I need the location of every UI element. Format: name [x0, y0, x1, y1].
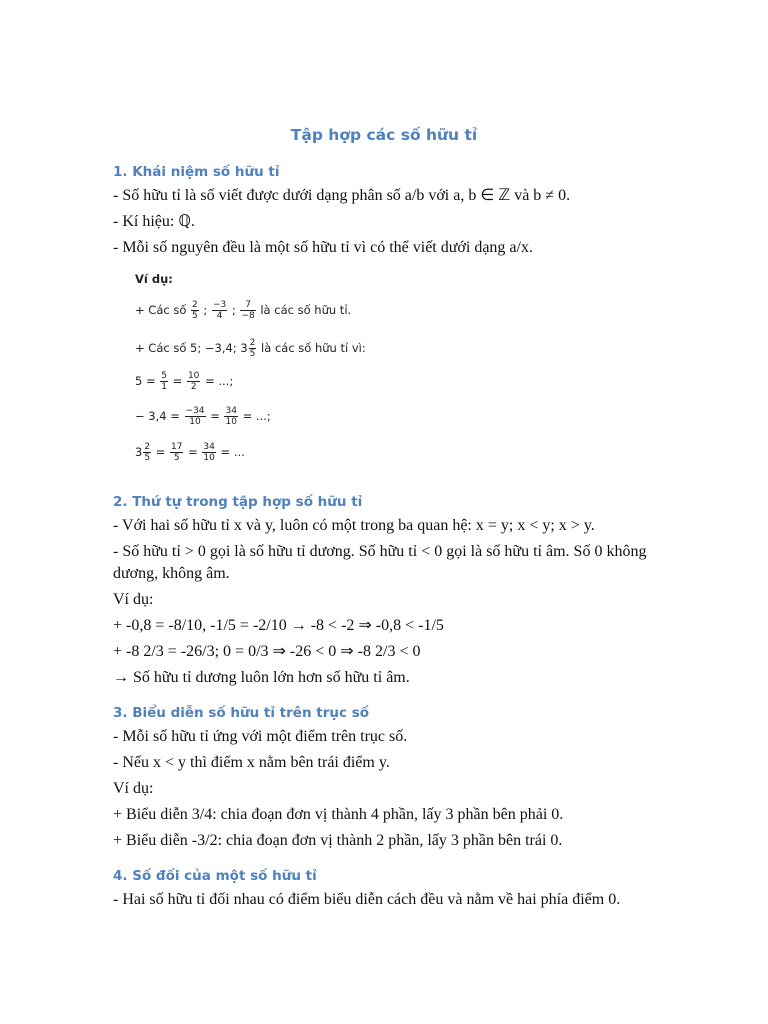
- s3-line-5: + Biểu diễn -3/2: chia đoạn đơn vị thành 2 phần, lấy 3 phần bên trái 0.: [113, 832, 563, 849]
- fraction: [240, 300, 255, 321]
- denominator: 10: [225, 417, 237, 427]
- example-line-1: [135, 300, 351, 321]
- page-title: Tập hợp các số hữu tỉ: [290, 126, 478, 144]
- s2-line-5: + -8 2/3 = -26/3; 0 = 0/3 ⇒ -26 < 0 ⇒ -8 2/3 < 0: [113, 643, 421, 660]
- s1-line-1: - Số hữu tỉ là số viết được dưới dạng phân số a/b với a, b ∈ ℤ và b ≠ 0.: [113, 187, 571, 204]
- s3-line-2: - Nếu x < y thì điểm x nằm bên trái điểm y.: [113, 754, 390, 771]
- example-line-3: [135, 371, 233, 392]
- denominator: 10: [203, 453, 215, 463]
- ex3-c: = ...;: [205, 374, 234, 388]
- ex5-b: =: [155, 445, 166, 459]
- denominator: 5: [144, 453, 151, 463]
- ex5-d: = ...: [220, 445, 245, 459]
- fraction: [187, 371, 200, 392]
- example-line-5: [135, 442, 245, 463]
- s2-line-2: - Số hữu tỉ > 0 gọi là số hữu tỉ dương. Số hữu tỉ < 0 gọi là số hữu tỉ âm. Số 0 không dương, không âm.: [113, 543, 647, 582]
- fraction: [160, 371, 168, 392]
- denominator: 2: [190, 382, 197, 392]
- ex1-sep-1: ;: [203, 303, 208, 317]
- ex1-sep-2: ;: [231, 303, 236, 317]
- s3-line-1: - Mỗi số hữu tỉ ứng với một điểm trên trục số.: [113, 728, 408, 745]
- ex1-post: là các số hữu tỉ.: [260, 303, 352, 317]
- s1-line-3: - Mỗi số nguyên đều là một số hữu tỉ vì có thể viết dưới dạng a/x.: [113, 239, 533, 256]
- fraction: [249, 338, 257, 359]
- s3-line-3: Ví dụ:: [113, 780, 154, 797]
- example-line-4: [135, 406, 271, 427]
- fraction: [191, 300, 199, 321]
- numerator: −34: [185, 406, 205, 416]
- ex1-pre: + Các số: [135, 303, 187, 317]
- numerator: 2: [249, 338, 256, 348]
- numerator: 5: [161, 371, 167, 381]
- fraction: [212, 300, 227, 321]
- numerator: 34: [203, 442, 215, 452]
- ex5-a: 3: [135, 445, 143, 459]
- fraction: [170, 442, 183, 463]
- ex2-pre: + Các số 5; −3,4; 3: [135, 341, 248, 355]
- ex3-b: =: [172, 374, 183, 388]
- denominator: 5: [192, 311, 198, 321]
- example-label: Ví dụ:: [135, 272, 173, 286]
- ex4-b: =: [210, 409, 220, 423]
- section-4-heading: 4. Số đối của một số hữu tỉ: [113, 868, 317, 884]
- s1-line-2: - Kí hiệu: ℚ.: [113, 213, 195, 230]
- numerator: 34: [225, 406, 237, 416]
- numerator: 17: [171, 442, 183, 452]
- ex3-a: 5 =: [135, 374, 156, 388]
- numerator: 2: [144, 442, 151, 452]
- section-3-heading: 3. Biểu diễn số hữu tỉ trên trục số: [113, 705, 369, 721]
- s2-line-1: - Với hai số hữu tỉ x và y, luôn có một trong ba quan hệ: x = y; x < y; x > y.: [113, 517, 595, 534]
- ex5-c: =: [188, 445, 198, 459]
- denominator: 5: [249, 349, 256, 359]
- ex4-a: − 3,4 =: [135, 409, 180, 423]
- denominator: 10: [189, 417, 201, 427]
- ex4-c: = ...;: [242, 409, 271, 423]
- numerator: 10: [187, 371, 200, 381]
- s3-line-4: + Biểu diễn 3/4: chia đoạn đơn vị thành 4 phần, lấy 3 phần bên phải 0.: [113, 806, 564, 823]
- s2-line-4: + -0,8 = -8/10, -1/5 = -2/10 → -8 < -2 ⇒ -0,8 < -1/5: [113, 617, 444, 634]
- s2-line-6: → Số hữu tỉ dương luôn lớn hơn số hữu tỉ âm.: [113, 669, 410, 686]
- fraction: [224, 406, 237, 427]
- section-1-heading: 1. Khái niệm số hữu tỉ: [113, 164, 280, 180]
- numerator: 2: [192, 300, 198, 310]
- denominator: 1: [161, 382, 167, 392]
- fraction: [185, 406, 206, 427]
- numerator: −3: [212, 300, 227, 310]
- denominator: 4: [216, 311, 223, 321]
- example-line-2: [135, 338, 366, 359]
- fraction: [143, 442, 151, 463]
- denominator: −8: [241, 311, 255, 321]
- fraction: [202, 442, 215, 463]
- s2-line-3: Ví dụ:: [113, 591, 154, 608]
- s4-line-1: - Hai số hữu tỉ đối nhau có điểm biểu diễn cách đều và nằm về hai phía điểm 0.: [113, 891, 621, 908]
- numerator: 7: [240, 300, 255, 311]
- denominator: 5: [173, 453, 180, 463]
- ex2-post: là các số hữu tỉ vì:: [261, 341, 366, 355]
- section-2-heading: 2. Thứ tự trong tập hợp số hữu tỉ: [113, 494, 363, 510]
